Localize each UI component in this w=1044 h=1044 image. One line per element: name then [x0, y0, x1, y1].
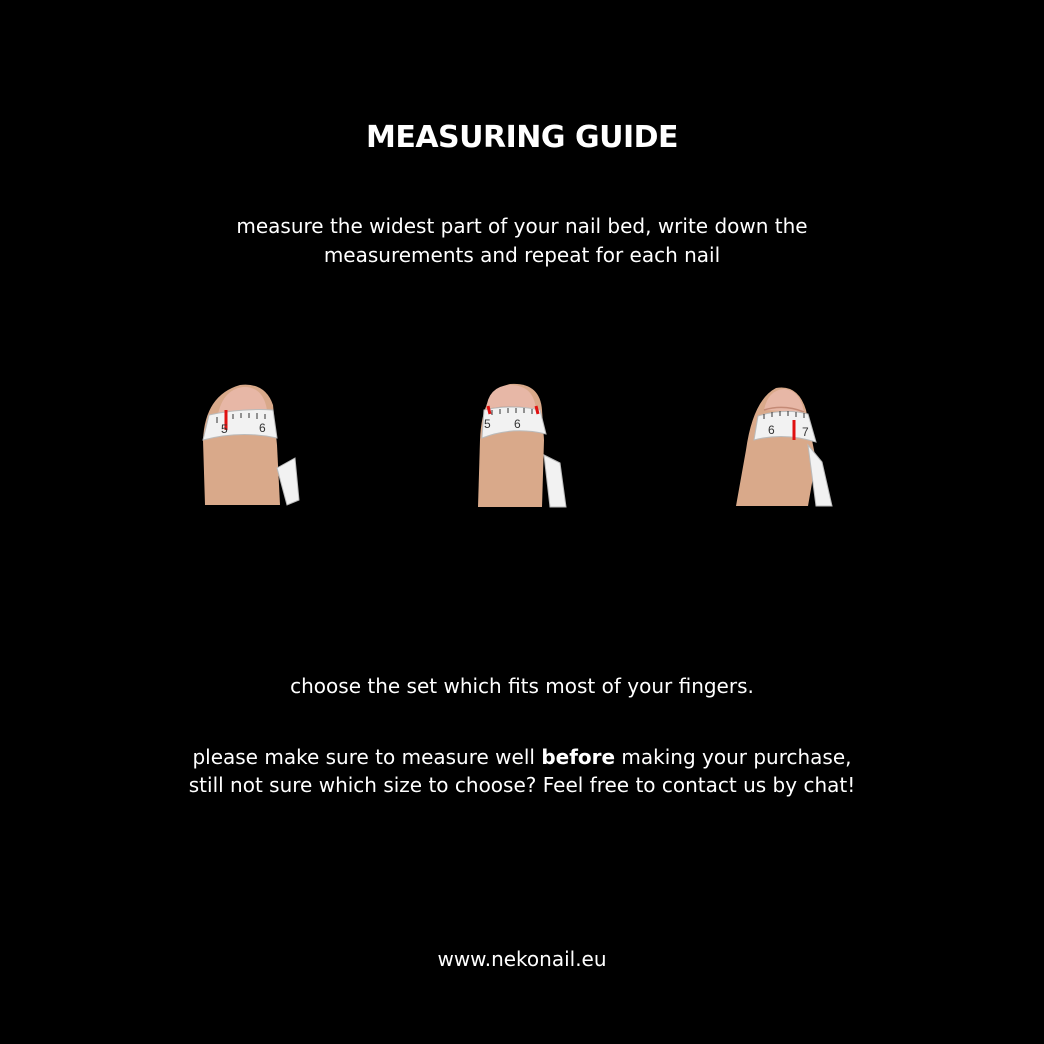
- note-emphasis-before: before: [541, 745, 616, 769]
- thumb-with-measuring-tape-icon: [195, 370, 335, 520]
- thumb-with-measuring-tape-icon: [470, 370, 610, 520]
- tape-mark-label: 5: [484, 417, 491, 431]
- tape-mark-label: 6: [768, 423, 775, 437]
- tape-mark-label: 6: [514, 417, 521, 431]
- choose-set-text: choose the set which fits most of your fingers.: [290, 674, 754, 698]
- purchase-note: [150, 743, 894, 799]
- tape-mark-label: 7: [802, 425, 809, 439]
- thumb-measure-side-1: [195, 370, 335, 520]
- note-line-1-start: please make sure to measure well: [192, 745, 542, 769]
- note-line-2: still not sure which size to choose? Feel free to contact us by chat!: [188, 773, 856, 797]
- thumb-with-measuring-tape-icon: [728, 370, 868, 520]
- thumb-measure-front: [470, 370, 610, 520]
- note-line-1-end: making your purchase,: [615, 745, 852, 769]
- tape-mark-label: 5: [221, 422, 228, 436]
- tape-mark-label: 6: [259, 421, 266, 435]
- note-line-1: [150, 743, 894, 771]
- website-url: www.nekonail.eu: [437, 947, 607, 971]
- intro-line-2: measurements and repeat for each nail: [323, 243, 721, 267]
- page-title: MEASURING GUIDE: [365, 120, 678, 155]
- intro-text: [200, 212, 844, 270]
- intro-line-1: measure the widest part of your nail bed, write down the: [236, 214, 808, 238]
- thumb-measure-side-2: [728, 370, 868, 520]
- thumb-illustrations: [0, 370, 1044, 520]
